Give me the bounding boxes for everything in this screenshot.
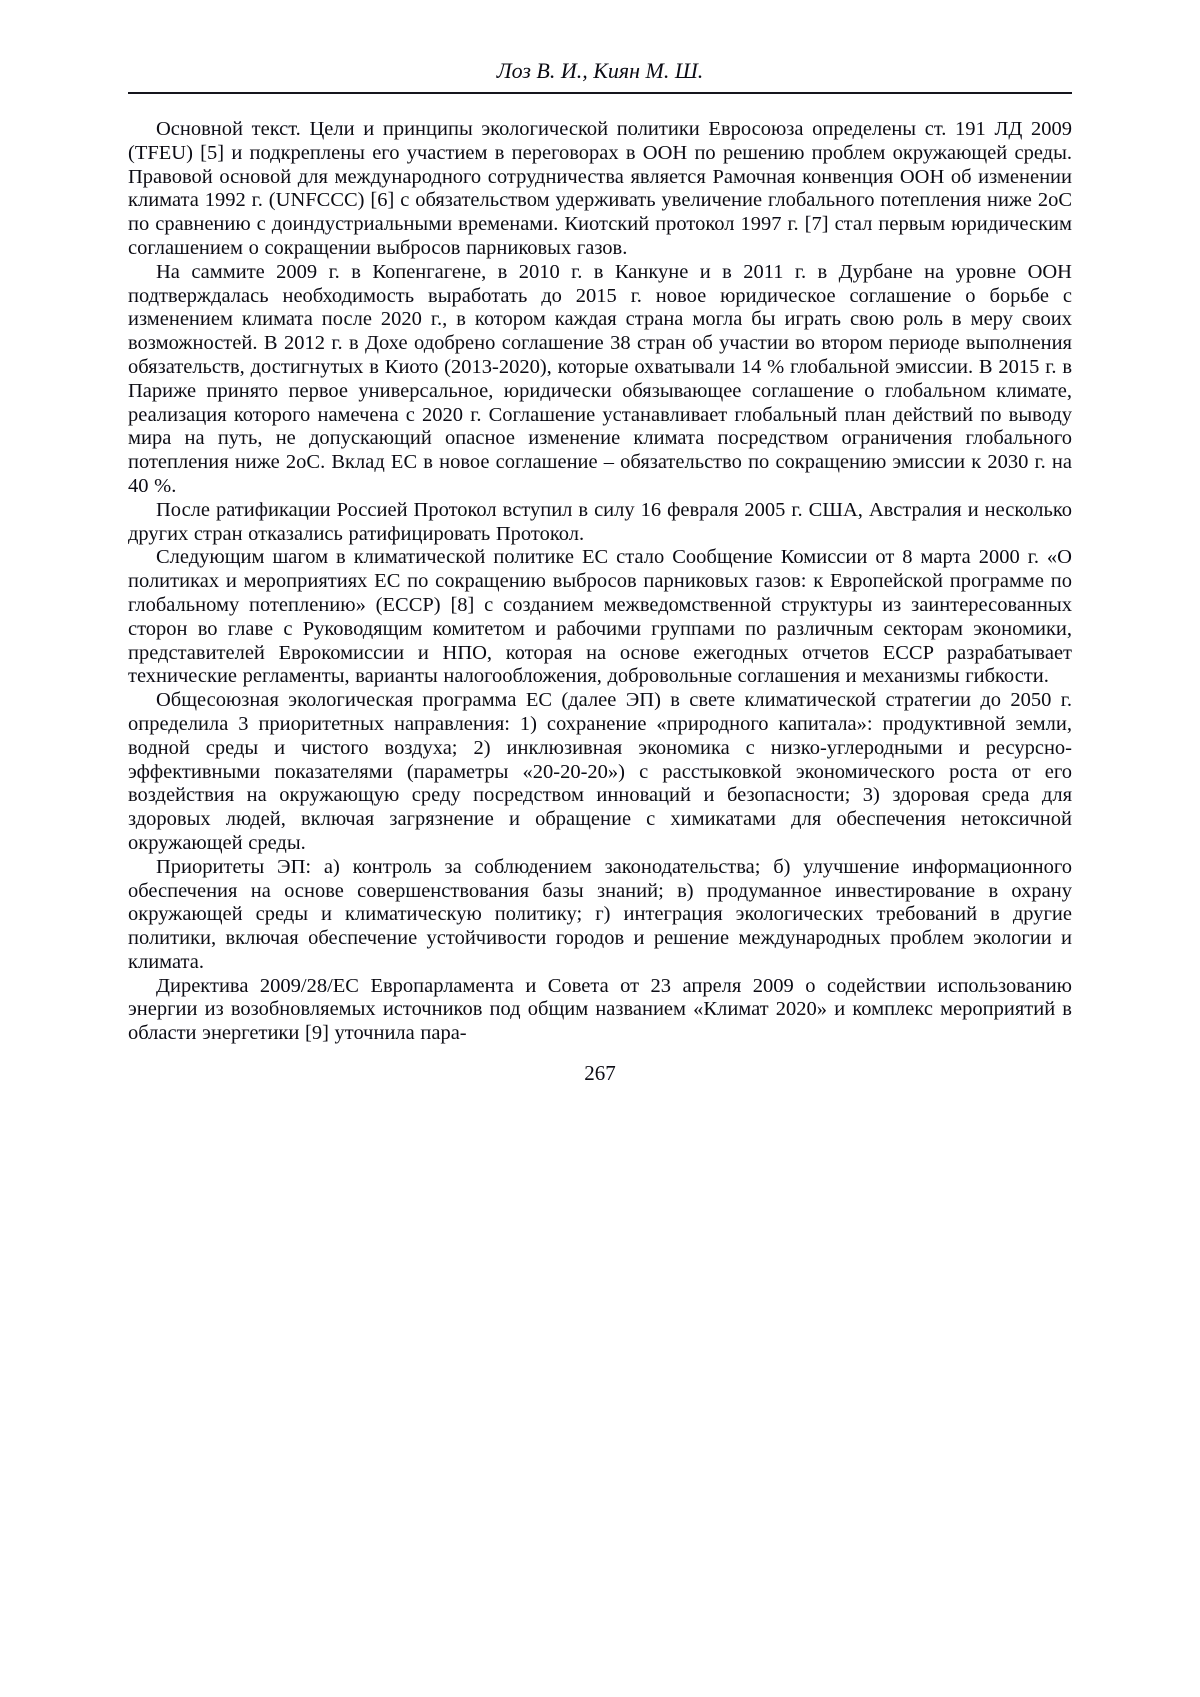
- running-head: Лоз В. И., Киян М. Ш.: [128, 58, 1072, 94]
- article-body: [128, 118, 1072, 1046]
- page-number: 267: [584, 1061, 616, 1086]
- paragraph: Следующим шагом в климатической политике ЕС стало Сообщение Комиссии от 8 марта 2000 г. «О политиках и мероприятиях ЕС по сокращению выбросов парниковых газов: к Европейской программе по глобальному потеплению» (ECCP) [8] с созданием межведомственной структуры из заинтересованных сторон во главе с Руководящим комитетом и рабочими группами по различным секторам экономики, представителей Еврокомиссии и НПО, которая на основе ежегодных отчетов ECCP разрабатывает технические регламенты, варианты налогообложения, добровольные соглашения и механизмы гибкости.: [128, 546, 1072, 688]
- paragraph: Общесоюзная экологическая программа ЕС (далее ЭП) в свете климатической стратегии до 2050 г. определила 3 приоритетных направления: 1) сохранение «природного капитала»: продуктивной земли, водной среды и чистого воздуха; 2) инклюзивная экономика с низко-углеродными и ресурсно-эффективными показателями (параметры «20-20-20») с расстыковкой экономического роста от его воздействия на окружающую среду посредством инноваций и безопасности; 3) здоровая среда для здоровых людей, включая загрязнение и обращение с химикатами для обеспечения нетоксичной окружающей среды.: [128, 689, 1072, 854]
- paragraph: На саммите 2009 г. в Копенгагене, в 2010 г. в Канкуне и в 2011 г. в Дурбане на уровне ООН подтверждалась необходимость выработать до 2015 г. новое юридическое соглашение о борьбе с изменением климата после 2020 г., в котором каждая страна могла бы играть свою роль в меру своих возможностей. В 2012 г. в Дохе одобрено соглашение 38 стран об участии во втором периоде выполнения обязательств, достигнутых в Киото (2013-2020), которые охватывали 14 % глобальной эмиссии. В 2015 г. в Париже принято первое универсальное, юридически обязывающее соглашение о глобальном климате, реализация которого намечена с 2020 г. Соглашение устанавливает глобальный план действий по выводу мира на путь, не допускающий опасное изменение климата посредством ограничения глобального потепления ниже 2оС. Вклад ЕС в новое соглашение – обязательство по сокращению эмиссии к 2030 г. на 40 %.: [128, 260, 1072, 497]
- paragraph: Приоритеты ЭП: а) контроль за соблюдением законодательства; б) улучшение информационного обеспечения на основе совершенствования базы знаний; в) продуманное инвестирование в охрану окружающей среды и климатическую политику; г) интеграция экологических требований в другие политики, включая обеспечение устойчивости городов и решение международных проблем экологии и климата.: [128, 855, 1072, 973]
- paragraph: Директива 2009/28/ЕС Европарламента и Совета от 23 апреля 2009 о содействии использованию энергии из возобновляемых источников под общим названием «Климат 2020» и комплекс мероприятий в области энергетики [9] уточнила пара-: [128, 974, 1072, 1045]
- paragraph: После ратификации Россией Протокол вступил в силу 16 февраля 2005 г. США, Австралия и несколько других стран отказались ратифицировать Протокол.: [128, 498, 1072, 545]
- paragraph: Основной текст. Цели и принципы экологической политики Евросоюза определены ст. 191 ЛД 2009 (TFEU) [5] и подкреплены его участием в переговорах в ООН по решению проблем окружающей среды. Правовой основой для международного сотрудничества является Рамочная конвенция ООН об изменении климата 1992 г. (UNFCCC) [6] с обязательством удерживать увеличение глобального потепления ниже 2оС по сравнению с доиндустриальными временами. Киотский протокол 1997 г. [7] стал первым юридическим соглашением о сокращении выбросов парниковых газов.: [128, 118, 1072, 259]
- text-column: [128, 58, 1072, 1085]
